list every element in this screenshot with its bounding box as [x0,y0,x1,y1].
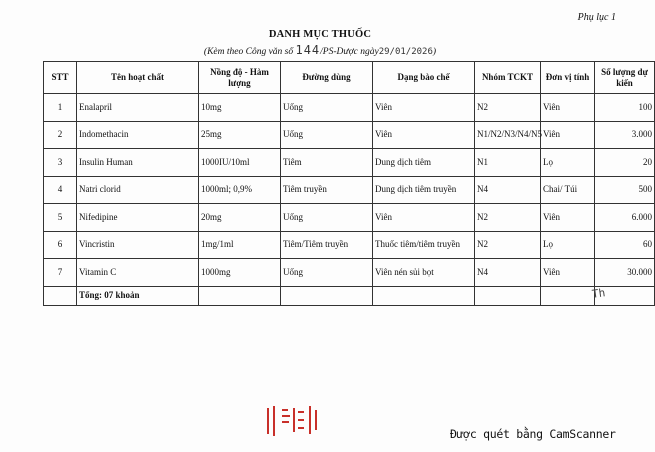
cell-strength: 20mg [199,204,281,232]
handwritten-doc-date: 29/01/2026 [378,47,433,57]
cell-stt: 7 [44,259,77,287]
cell-unit: Chai/ Túi [541,176,595,204]
cell-stt: 1 [44,94,77,122]
cell-form: Thuốc tiêm/tiêm truyền [373,231,475,259]
cell-strength: 10mg [199,94,281,122]
subtitle-middle: /PS-Dược ngày [320,47,379,57]
col-header-strength: Nồng độ - Hàm lượng [199,62,281,94]
cell-empty [373,286,475,305]
cell-group: N2 [475,204,541,232]
drug-list-table [43,61,655,306]
cell-unit: Viên [541,94,595,122]
cell-group: N4 [475,176,541,204]
cell-empty [281,286,373,305]
table-row [44,231,655,259]
table-row [44,204,655,232]
cell-name: Insulin Human [77,149,199,177]
cell-group: N2 [475,231,541,259]
cell-route: Tiêm/Tiêm truyền [281,231,373,259]
cell-route: Uống [281,204,373,232]
cell-empty [199,286,281,305]
cell-route: Uống [281,121,373,149]
cell-form: Viên [373,121,475,149]
cell-form: Viên nén sủi bọt [373,259,475,287]
col-header-route: Đường dùng [281,62,373,94]
cell-route: Uống [281,259,373,287]
table-row [44,176,655,204]
cell-stt: 6 [44,231,77,259]
cell-strength: 1mg/1ml [199,231,281,259]
appendix-label: Phụ lục 1 [577,12,616,23]
cell-strength: 25mg [199,121,281,149]
cell-name: Indomethacin [77,121,199,149]
col-header-form: Dạng bào chế [373,62,475,94]
cell-unit: Viên [541,204,595,232]
cell-name: Enalapril [77,94,199,122]
handwritten-initials: Th [591,286,607,301]
table-row [44,121,655,149]
cell-route: Tiêm [281,149,373,177]
table-header-row [44,62,655,94]
cell-empty [541,286,595,305]
cell-qty: 6.000 [595,204,655,232]
cell-qty: 60 [595,231,655,259]
cell-stt: 2 [44,121,77,149]
table-row [44,149,655,177]
cell-empty [475,286,541,305]
col-header-stt: STT [44,62,77,94]
cell-strength: 1000ml; 0,9% [199,176,281,204]
cell-qty: 20 [595,149,655,177]
total-label: Tổng: 07 khoản [77,286,199,305]
cell-group: N4 [475,259,541,287]
cell-form: Dung dịch tiêm [373,149,475,177]
col-header-name: Tên hoạt chất [77,62,199,94]
cell-stt: 5 [44,204,77,232]
cell-stt: 3 [44,149,77,177]
cell-qty: 100 [595,94,655,122]
cell-group: N1 [475,149,541,177]
cell-form: Viên [373,94,475,122]
col-header-unit: Đơn vị tính [541,62,595,94]
cell-unit: Lọ [541,231,595,259]
cell-route: Uống [281,94,373,122]
col-header-qty: Số lượng dự kiến [595,62,655,94]
red-stamp-mark [262,404,322,440]
cell-empty [44,286,77,305]
cell-unit: Viên [541,121,595,149]
cell-group: N2 [475,94,541,122]
cell-qty: 30.000 [595,259,655,287]
cell-group: N1/N2/N3/N4/N5 [475,121,541,149]
cell-form: Viên [373,204,475,232]
table-row [44,94,655,122]
total-row [44,286,655,305]
col-header-group: Nhóm TCKT [475,62,541,94]
handwritten-doc-number: 144 [295,43,321,57]
cell-stt: 4 [44,176,77,204]
cell-qty: 500 [595,176,655,204]
cell-form: Dung dịch tiêm truyền [373,176,475,204]
cell-unit: Lọ [541,149,595,177]
camscanner-watermark: Được quét bằng CamScanner [450,427,616,441]
cell-strength: 1000IU/10ml [199,149,281,177]
document-subtitle [0,43,640,57]
cell-name: Nifedipine [77,204,199,232]
document-title: DANH MỤC THUỐC [268,29,372,40]
cell-route: Tiêm truyền [281,176,373,204]
cell-name: Vitamin C [77,259,199,287]
table-row [44,259,655,287]
subtitle-prefix: (Kèm theo Công văn số [203,47,294,57]
cell-qty: 3.000 [595,121,655,149]
cell-name: Vincristin [77,231,199,259]
cell-unit: Viên [541,259,595,287]
subtitle-suffix: ) [432,47,437,57]
cell-strength: 1000mg [199,259,281,287]
cell-name: Natri clorid [77,176,199,204]
